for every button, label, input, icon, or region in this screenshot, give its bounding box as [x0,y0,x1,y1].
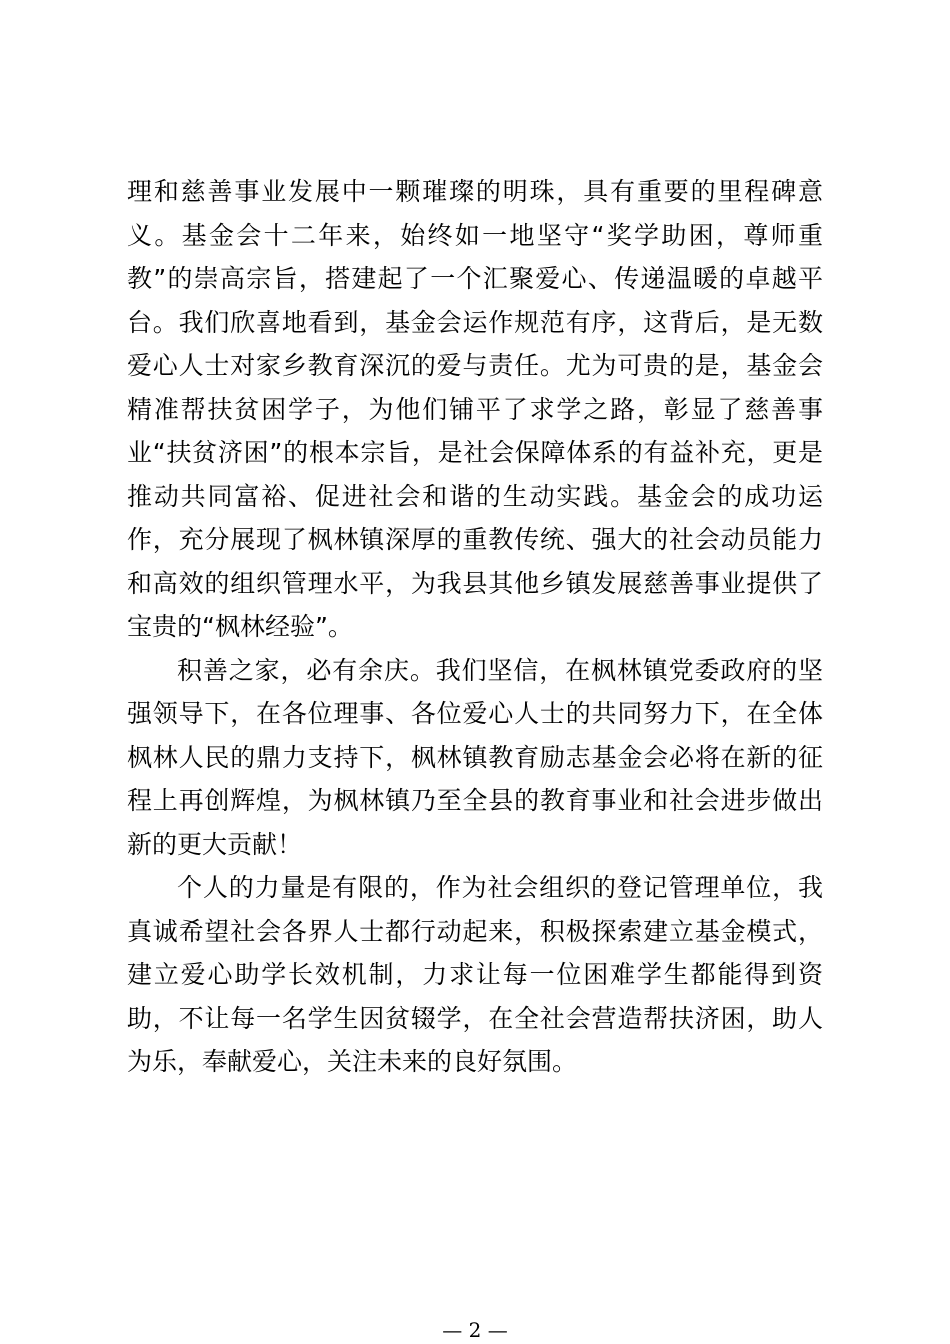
text-line: 新的更大贡献！ [127,829,303,859]
text-line: 建立爱心助学长效机制，力求让每一位困难学生都能得到资 [127,960,823,989]
text-line: 业“扶贫济困”的根本宗旨，是社会保障体系的有益补充，更是 [127,438,823,467]
text-line: 为乐，奉献爱心，关注未来的良好氛围。 [127,1047,578,1076]
text-line: 理和慈善事业发展中一颗璀璨的明珠，具有重要的里程碑意 [127,177,823,206]
text-line: 强领导下，在各位理事、各位爱心人士的共同努力下，在全体 [127,699,823,728]
text-line: 宝贵的“枫林经验”。 [127,612,353,641]
text-line: 台。我们欣喜地看到，基金会运作规范有序，这背后，是无数 [127,307,823,337]
text-line: 义。基金会十二年来，始终如一地坚守“奖学助困，尊师重 [127,220,823,250]
text-line: 助，不让每一名学生因贫辍学，在全社会营造帮扶济困，助人 [127,1003,823,1033]
text-line: 个人的力量是有限的，作为社会组织的登记管理单位，我 [177,873,823,902]
text-line: 积善之家，必有余庆。我们坚信，在枫林镇党委政府的坚 [177,655,823,685]
text-line: 枫林人民的鼎力支持下，枫林镇教育励志基金会必将在新的征 [127,742,823,772]
text-line: 和高效的组织管理水平，为我县其他乡镇发展慈善事业提供了 [127,568,823,598]
text-line: 推动共同富裕、促进社会和谐的生动实践。基金会的成功运 [127,481,823,511]
text-line: 爱心人士对家乡教育深沉的爱与责任。尤为可贵的是，基金会 [127,351,823,380]
text-line: 真诚希望社会各界人士都行动起来，积极探索建立基金模式， [127,916,823,946]
text-line: 教”的崇高宗旨，搭建起了一个汇聚爱心、传递温暖的卓越平 [127,264,823,293]
text-line: 作，充分展现了枫林镇深厚的重教传统、强大的社会动员能力 [127,525,823,554]
text-line: 精准帮扶贫困学子，为他们铺平了求学之路，彰显了慈善事 [127,394,823,424]
body-text [127,170,823,1084]
page-number: — 2 — [442,1318,508,1342]
text-line: 程上再创辉煌，为枫林镇乃至全县的教育事业和社会进步做出 [127,786,823,815]
